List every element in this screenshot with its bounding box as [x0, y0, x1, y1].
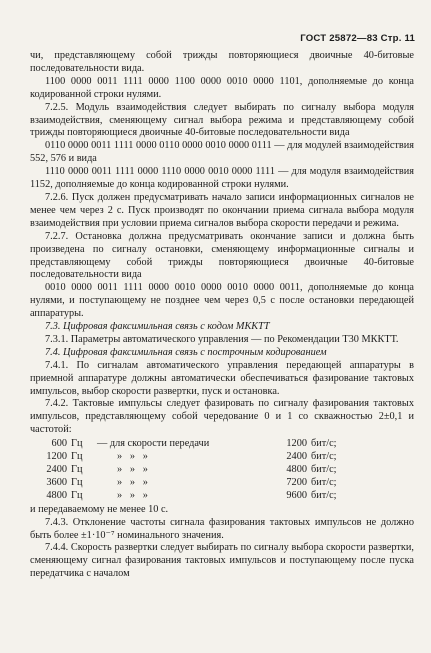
- rate-cell: 1200: [286, 438, 307, 450]
- rate-unit-cell: бит/с;: [311, 438, 337, 450]
- rate-cell: 9600: [286, 489, 307, 501]
- freq-cell: 2400: [46, 464, 67, 475]
- unit-cell: Гц: [71, 438, 83, 450]
- freq-cell: 600: [51, 438, 67, 450]
- rate-unit-cell: бит/с;: [311, 476, 337, 488]
- unit-cell: Гц: [71, 464, 83, 475]
- table-row: [30, 451, 337, 464]
- paragraph: 7.2.5. Модуль взаимодействия следует выбирать по сигналу выбора модуля взаимодействия, сменяющему сигнал выбора режима и представляющему собой трижды повторяющиеся двоичные 40-битовые последовательности вида: [30, 101, 414, 139]
- section-heading: 7.4. Цифровая факсимильная связь с построчным кодированием: [45, 346, 327, 358]
- freq-cell: 3600: [46, 476, 67, 488]
- table-row: [30, 477, 337, 490]
- paragraph: 7.3.1. Параметры автоматического управления — по Рекомендации Т30 МККТТ.: [45, 333, 399, 345]
- description-cell: » » »: [117, 451, 148, 463]
- paragraph: 7.2.7. Остановка должна предусматривать окончание записи и должна быть произведена по сигналу остановки, сменяющему информационные сигналы и представляющему собой трижды повторяющиеся двоичные 40-битовые последовательности вида: [30, 230, 414, 281]
- paragraph: 7.2.6. Пуск должен предусматривать начало записи информационных сигналов не менее чем через 2 с. Пуск производят по окончании приема сигнала выбора модуля взаимодействия при условии приема сигналов выбора скорости передачи и режима.: [30, 191, 414, 229]
- rate-cell: 4800: [286, 464, 307, 475]
- rate-cell: 2400: [286, 451, 307, 463]
- paragraph: 1110 0000 0011 1111 0000 1110 0000 0010 0000 1111 — для модуля взаимодействия 1152, дополняемые до конца кодированной строки нулями.: [30, 166, 414, 191]
- section-heading: 7.3. Цифровая факсимильная связь с кодом МККТТ: [45, 321, 270, 333]
- paragraph: чи, представляющему собой трижды повторяющиеся двоичные 40-битовые последовательности вида.: [30, 50, 414, 74]
- rate-unit-cell: бит/с;: [311, 451, 337, 463]
- description-cell: » » »: [117, 464, 148, 475]
- paragraph: и передаваемому не менее 10 с.: [30, 503, 169, 515]
- paragraph: 7.4.1. По сигналам автоматического управления передающей аппаратуры в приемной аппаратуре должны автоматически обеспечиваться фазирование тактовых импульсов, выбор скорости развертки, пуск и остановка.: [30, 359, 414, 397]
- unit-cell: Гц: [71, 451, 83, 463]
- page-header: ГОСТ 25872—83 Стр. 11: [300, 33, 415, 44]
- document-body: [30, 50, 414, 581]
- table-row: [30, 438, 337, 451]
- paragraph: 7.4.3. Отклонение частоты сигнала фазирования тактовых импульсов не должно быть более ±1·10⁻⁷ номинального значения.: [30, 516, 414, 541]
- unit-cell: Гц: [71, 476, 83, 488]
- paragraph: 7.4.2. Тактовые импульсы следует фазировать по сигналу фазирования тактовых импульсов, представляющему собой чередование 0 и 1 со скважностью 2±0,1 и частотой:: [30, 398, 414, 436]
- table-row: [30, 490, 337, 503]
- paragraph: 1100 0000 0011 1111 0000 1100 0000 0010 0000 1101, дополняемые до конца кодированной строки нулями.: [30, 75, 414, 100]
- paragraph: 0010 0000 0011 1111 0000 0010 0000 0010 0000 0011, дополняемые до конца нулями, и поступающему не позднее чем через 0,5 с после остановки передающей аппаратуры.: [30, 282, 414, 320]
- paragraph: 0110 0000 0011 1111 0000 0110 0000 0010 0000 0111 — для модулей взаимодействия 552, 576 и вида: [30, 140, 414, 165]
- description-cell: — для скорости передачи: [97, 438, 210, 450]
- freq-cell: 4800: [46, 489, 67, 501]
- rate-unit-cell: бит/с;: [311, 489, 337, 501]
- description-cell: » » »: [117, 489, 148, 501]
- frequency-table: [30, 438, 337, 503]
- freq-cell: 1200: [46, 451, 67, 463]
- description-cell: » » »: [117, 476, 148, 488]
- paragraph: 7.4.4. Скорость развертки следует выбирать по сигналу выбора скорости развертки, сменяющему сигнал фазирования тактовых импульсов и поступающему после пуска передатчика с началом: [30, 542, 414, 580]
- rate-unit-cell: бит/с;: [311, 464, 337, 475]
- rate-cell: 7200: [286, 476, 307, 488]
- table-row: [30, 464, 337, 477]
- unit-cell: Гц: [71, 489, 83, 501]
